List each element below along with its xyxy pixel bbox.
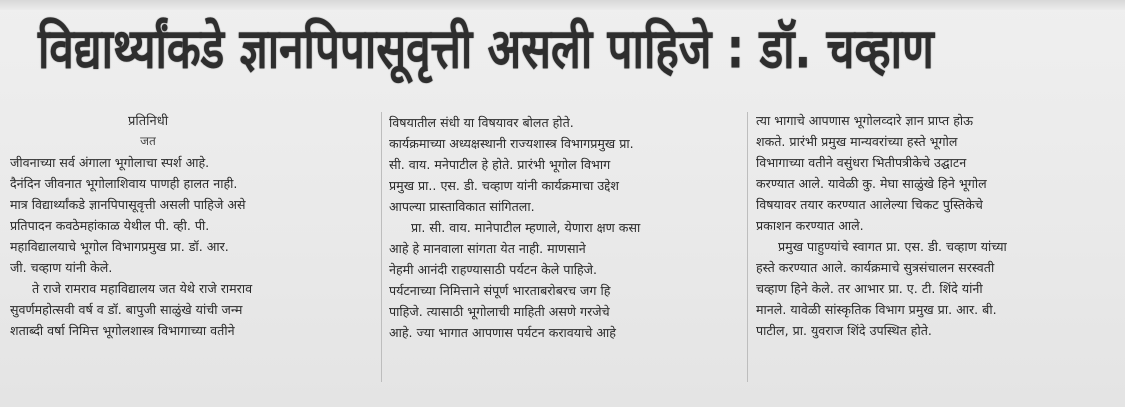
text-line: आहे. ज्या भागात आपणास पर्यटन करावयाचे आहे xyxy=(389,325,616,340)
text-line: प्रकाशन करण्यात आले. xyxy=(756,218,864,233)
text-line: विभागाच्या वतीने वसुंधरा भितीपत्रीकेचे उद्घाटन xyxy=(756,155,967,170)
text-line: प्रा. सी. वाय. मानेपाटील म्हणाले, येणारा क्षण कसा xyxy=(411,220,641,235)
text-line: शताब्दी वर्षा निमित्त भूगोलशास्त्र विभागाच्या वतीने xyxy=(10,323,235,338)
text-line: सी. वाय. मनेपाटील हे होते. प्रारंभी भूगोल विभाग xyxy=(389,157,611,172)
column-divider xyxy=(747,112,748,382)
text-line: महाविद्यालयाचे भूगोल विभागप्रमुख प्रा. डॉ. आर. xyxy=(10,239,229,254)
text-line: विषयातील संधी या विषयावर बोलत होते. xyxy=(389,115,574,130)
text-line: हस्ते करण्यात आले. कार्यक्रमाचे सुत्रसंचालन सरस्वती xyxy=(756,260,995,275)
text-line: सुवर्णमहोत्सवी वर्ष व डॉ. बापुजी साळुंखे यांची जन्म xyxy=(10,302,243,317)
article-column-2 xyxy=(389,112,737,402)
text-line: पाटील, प्रा. युवराज शिंदे उपस्थित होते. xyxy=(756,323,932,338)
text-line: चव्हाण हिने केले. तर आभार प्रा. ए. टी. शिंदे यांनी xyxy=(756,281,983,296)
article-column-3 xyxy=(756,110,1112,400)
text-line: मात्र विद्यार्थ्यांकडे ज्ञानपिपासूवृत्ती असली पाहिजे असे xyxy=(10,197,246,212)
text-line: प्रतिपादन कवठेमहांकाळ येथील पी. व्ही. पी. xyxy=(10,218,210,233)
column-divider xyxy=(381,112,382,382)
byline: प्रतिनिधी xyxy=(127,114,169,129)
text-line: कार्यक्रमाच्या अध्यक्षस्थानी राज्यशास्त्र विभागप्रमुख प्रा. xyxy=(389,136,634,151)
text-line: आपल्या प्रास्ताविकात सांगितला. xyxy=(389,199,535,214)
article-headline: विद्यार्थ्यांकडे ज्ञानपिपासूवृत्ती असली पाहिजे : डॉ. चव्हाण xyxy=(38,17,934,82)
text-line: मानले. यावेळी सांस्कृतिक विभाग प्रमुख प्रा. आर. बी. xyxy=(756,302,997,317)
article-column-1 xyxy=(10,112,376,402)
text-line: पर्यटनाच्या निमित्ताने संपूर्ण भारताबरोबरच जग हि xyxy=(389,283,611,298)
text-line: प्रमुख प्रा.. एस. डी. चव्हाण यांनी कार्यक्रमाचा उद्देश xyxy=(389,178,619,193)
text-line: विषयावर तयार करण्यात आलेल्या चिकट पुस्तिकेचे xyxy=(756,197,983,212)
text-line: त्या भागाचे आपणास भूगोलव्दारे ज्ञान प्राप्त होऊ xyxy=(756,113,974,128)
text-line: जी. चव्हाण यांनी केले. xyxy=(10,260,113,275)
text-line: आहे हे मानवाला सांगता येत नाही. माणसाने xyxy=(389,241,586,256)
text-line: पाहिजे. त्यासाठी भूगोलाची माहिती असणे गरजेचे xyxy=(389,304,610,319)
text-line: ते राजे रामराव महाविद्यालय जत येथे राजे रामराव xyxy=(32,281,253,296)
dateline: जत xyxy=(140,134,156,148)
text-line: करण्यात आले. यावेळी कु. मेघा साळुंखे हिने भूगोल xyxy=(756,176,987,191)
text-line: जीवनाच्या सर्व अंगाला भूगोलाचा स्पर्श आहे. xyxy=(10,155,210,170)
text-line: नेहमी आनंदी राहण्यासाठी पर्यटन केले पाहिजे. xyxy=(389,262,598,277)
text-line: दैनंदिन जीवनात भूगोलाशिवाय पाणही हालत नाही. xyxy=(10,176,238,191)
text-line: शकते. प्रारंभी प्रमुख मान्यवरांच्या हस्ते भूगोल xyxy=(756,134,958,149)
text-line: प्रमुख पाहुण्यांचे स्वागत प्रा. एस. डी. चव्हाण यांच्या xyxy=(778,239,1007,254)
